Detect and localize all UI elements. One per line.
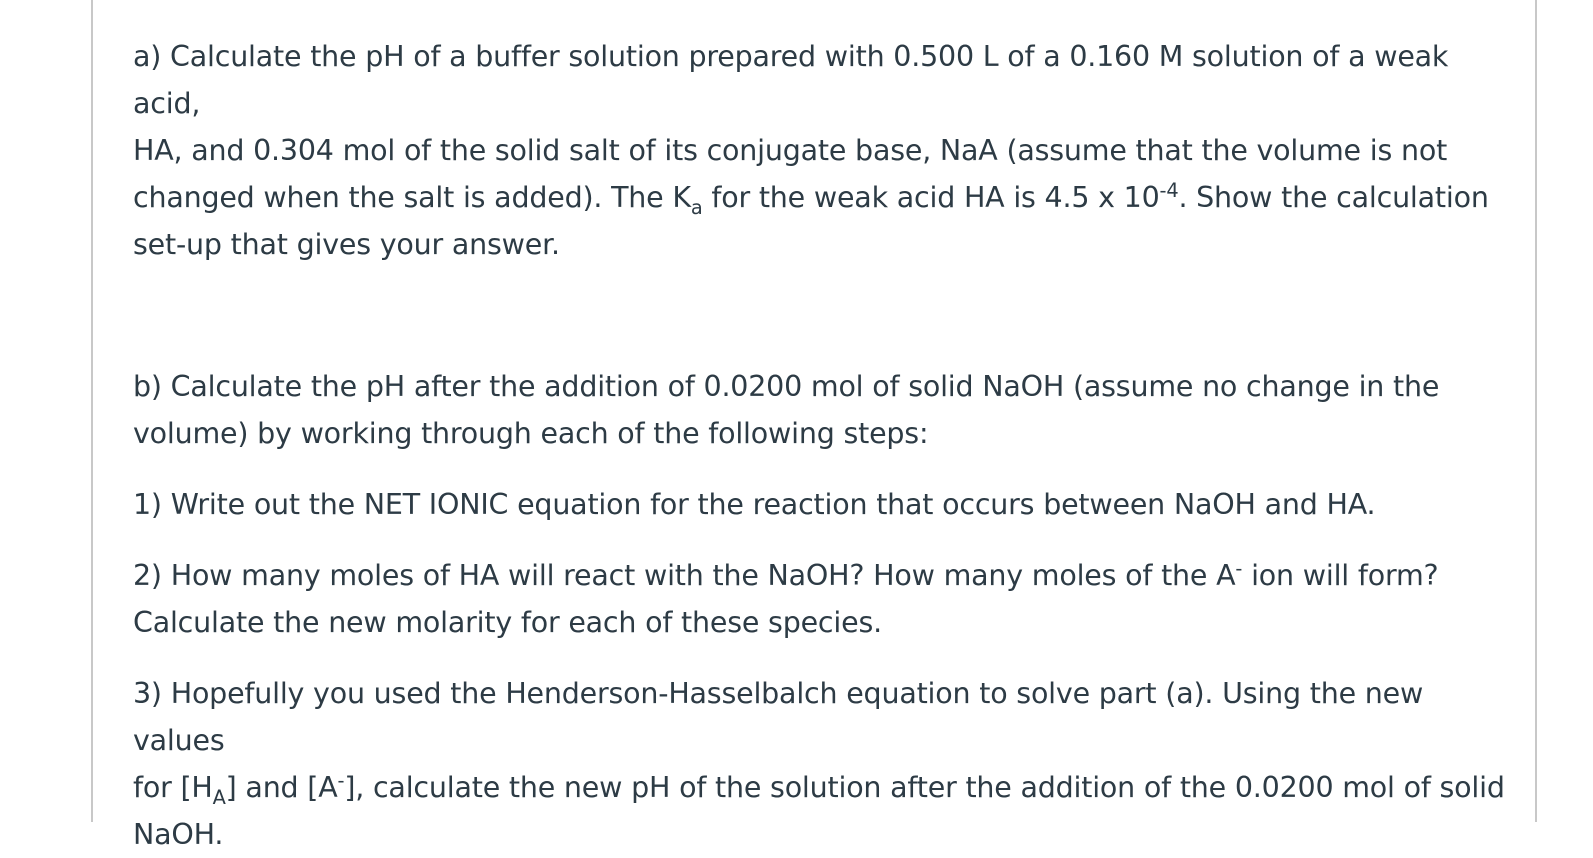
part-a-line-4: set-up that gives your answer.	[133, 228, 560, 261]
step-3-paragraph	[133, 670, 1513, 858]
part-a-line-3	[133, 174, 1513, 221]
step-3-line-2	[133, 764, 1513, 811]
exponent-superscript: -4	[1159, 179, 1179, 203]
step-1-paragraph	[133, 481, 1513, 528]
step-1-text: 1) Write out the NET IONIC equation for the reaction that occurs between NaOH and HA.	[133, 488, 1376, 521]
step-2-line-1	[133, 552, 1513, 599]
anion-charge-superscript: -	[1235, 557, 1243, 581]
ka-subscript: a	[690, 195, 703, 219]
part-b-line-2: volume) by working through each of the following steps:	[133, 417, 929, 450]
part-a-line-3-post: . Show the calculation	[1178, 181, 1489, 214]
part-a-line-2: HA, and 0.304 mol of the solid salt of its conjugate base, NaA (assume that the volume is not	[133, 134, 1448, 167]
ha-subscript: A	[212, 785, 226, 809]
part-a-line-3-pre: changed when the salt is added). The K	[133, 181, 691, 214]
part-a-line-3-mid: for the weak acid HA is 4.5 x 10	[702, 181, 1160, 214]
part-b-line-1: b) Calculate the pH after the addition of 0.0200 mol of solid NaOH (assume no change in the	[133, 370, 1440, 403]
step-3-line-3: NaOH.	[133, 818, 224, 851]
step-3-line-1: 3) Hopefully you used the Henderson-Hasselbalch equation to solve part (a). Using the new values	[133, 677, 1424, 757]
step-3-line-2-mid: ] and [A	[225, 771, 338, 804]
step-3-line-2-pre: for [H	[133, 771, 213, 804]
part-b-paragraph	[133, 363, 1513, 457]
anion-charge-superscript-2: -	[337, 769, 345, 793]
part-a-paragraph	[133, 33, 1513, 268]
part-a-line-1: a) Calculate the pH of a buffer solution prepared with 0.500 L of a 0.160 M solution of a weak acid,	[133, 40, 1449, 120]
step-2-line-1-pre: 2) How many moles of HA will react with the NaOH? How many moles of the A	[133, 559, 1236, 592]
content-frame	[91, 0, 1537, 851]
step-2-line-2: Calculate the new molarity for each of these species.	[133, 606, 882, 639]
step-2-line-1-post: ion will form?	[1242, 559, 1439, 592]
question-content	[133, 33, 1513, 858]
step-2-paragraph	[133, 552, 1513, 646]
step-3-line-2-post: ], calculate the new pH of the solution after the addition of the 0.0200 mol of solid	[344, 771, 1505, 804]
